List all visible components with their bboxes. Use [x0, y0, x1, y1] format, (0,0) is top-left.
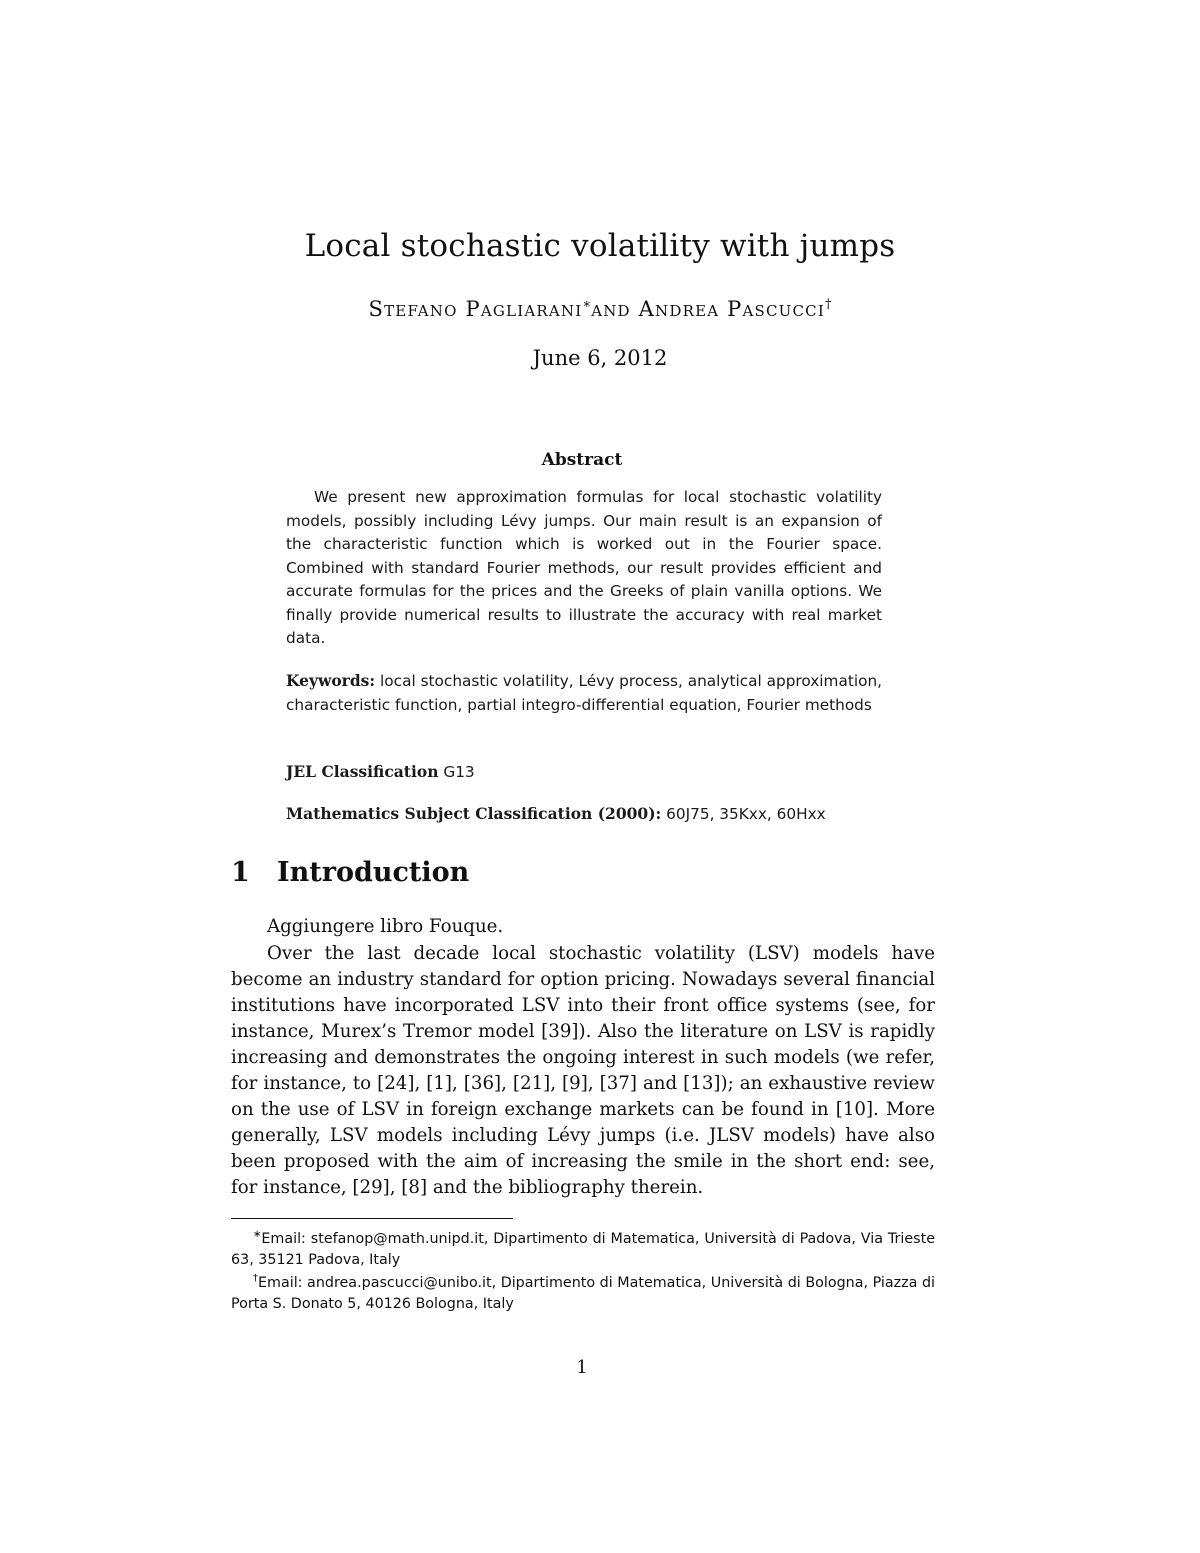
page-number: 1	[576, 1357, 588, 1378]
jel-label: JEL Classification	[286, 762, 439, 781]
footnote-1	[231, 1224, 935, 1271]
paper-title: Local stochastic volatility with jumps	[304, 228, 896, 264]
footnote-divider	[231, 1218, 513, 1219]
author-2: Andrea Pascucci	[638, 297, 825, 321]
abstract-heading: Abstract	[541, 450, 623, 470]
msc-label: Mathematics Subject Classification (2000):	[286, 804, 662, 823]
abstract-text: We present new approximation formulas for local stochastic volatility models, possibly including Lévy jumps. Our main result is an expansion of the characteristic function which is worked out in the Fourier space. Combined with standard Fourier methods, our result provides efficient and accurate formulas for the prices and the Greeks of plain vanilla options. We finally provide numerical results to illustrate the accuracy with real market data.	[286, 488, 882, 647]
msc-codes: 60J75, 35Kxx, 60Hxx	[666, 805, 826, 823]
footnote-2-mark: †	[253, 1273, 259, 1284]
author-conjunction: and	[591, 297, 631, 321]
keywords-label: Keywords:	[286, 671, 376, 690]
intro-note: Aggiungere libro Fouque.	[267, 916, 504, 937]
keywords-text: local stochastic volatility, Lévy process, analytical approximation, characteristic function, partial integro-differential equation, Fourier methods	[286, 672, 882, 714]
msc-classification	[286, 802, 882, 827]
jel-code: G13	[443, 763, 475, 781]
section-number: 1	[231, 857, 250, 888]
intro-paragraph: Over the last decade local stochastic volatility (LSV) models have become an industry standard for option pricing. Nowadays several financial institutions have incorporated LSV into their front office systems (see, for instance, Murex’s Tremor model [39]). Also the literature on LSV is rapidly increasing and demonstrates the ongoing interest in such models (we refer, for instance, to [24], [1], [36], [21], [9], [37] and [13]); an exhaustive review on the use of LSV in foreign exchange markets can be found in [10]. More generally, LSV models including Lévy jumps (i.e. JLSV models) have also been proposed with the aim of increasing the smile in the short end: see, for instance, [29], [8] and the bibliography therein.	[231, 943, 935, 1198]
author-1: Stefano Pagliarani	[368, 297, 583, 321]
author-line	[0, 297, 1200, 321]
footnote-1-mark: ∗	[253, 1229, 262, 1240]
footnote-2	[231, 1268, 935, 1315]
section-title: Introduction	[277, 857, 470, 888]
paper-date: June 6, 2012	[532, 346, 668, 370]
section-heading	[231, 857, 469, 888]
jel-classification	[286, 760, 882, 785]
keywords-block	[286, 669, 882, 717]
author-1-footnote-mark: ∗	[582, 297, 592, 312]
footnote-2-text: Email: andrea.pascucci@unibo.it, Dipartimento di Matematica, Università di Bologna, Piazza di Porta S. Donato 5, 40126 Bologna, Italy	[231, 1274, 936, 1312]
footnote-1-text: Email: stefanop@math.unipd.it, Dipartimento di Matematica, Università di Padova, Via Trieste 63, 35121 Padova, Italy	[231, 1230, 935, 1268]
author-2-footnote-mark: †	[824, 297, 832, 312]
